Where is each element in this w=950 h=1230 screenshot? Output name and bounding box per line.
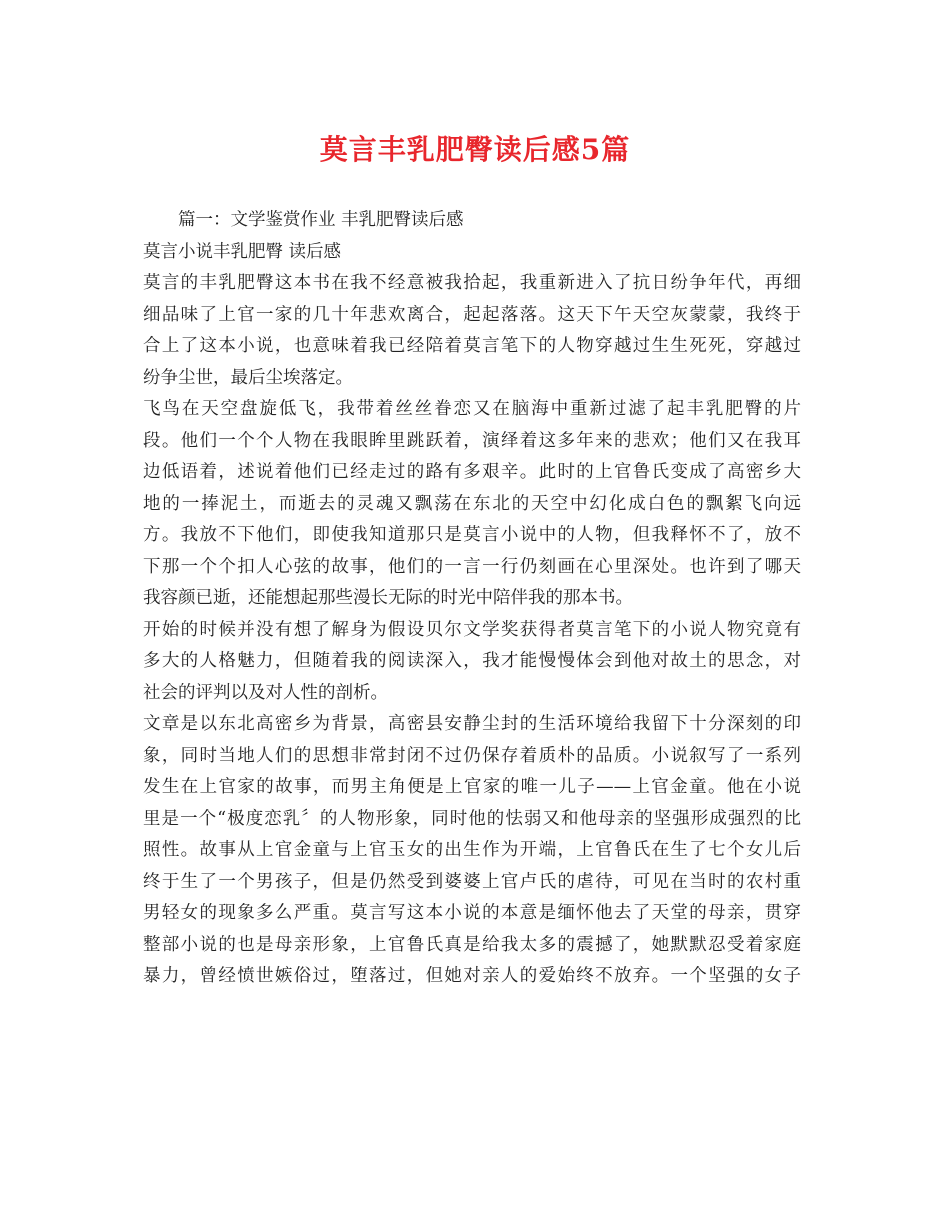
text-line: 里是一个“极度恋乳〞的人物形象，同时他的怯弱又和他母亲的坚强形成强烈的比 [143, 808, 801, 829]
text-line: 细品味了上官一家的几十年悲欢离合，起起落落。这天下午天空灰蒙蒙，我终于 [143, 304, 801, 325]
text-line: 社会的评判以及对人性的剖析。 [143, 682, 388, 703]
document-body [143, 205, 801, 993]
subheading-line: 莫言小说丰乳肥臀 读后感 [143, 241, 342, 262]
text-line: 莫言的丰乳肥臀这本书在我不经意被我拾起，我重新进入了抗日纷争年代，再细 [143, 273, 801, 293]
text-line: 终于生了一个男孩子，但是仍然受到婆婆上官卢氏的虐待，可见在当时的农村重 [143, 871, 801, 892]
document-title: 莫言丰乳肥臀读后感5篇 [319, 133, 631, 166]
text-line: 发生在上官家的故事，而男主角便是上官家的唯一儿子——上官金童。他在小说 [143, 777, 801, 797]
subtitle [143, 205, 801, 237]
text-line: 地的一捧泥土，而逝去的灵魂又飘荡在东北的天空中幻化成白色的飘絮飞向远 [143, 493, 801, 514]
text-line: 我容颜已逝，还能想起那些漫长无际的时光中陪伴我的那本书。 [143, 588, 633, 608]
text-line: 暴力，曾经愤世嫉俗过，堕落过，但她对亲人的爱始终不放弃。一个坚强的女子 [143, 966, 801, 986]
text-line: 段。他们一个个人物在我眼眸里跳跃着，演绎着这多年来的悲欢；他们又在我耳 [143, 430, 801, 451]
text-line: 纷争尘世，最后尘埃落定。 [143, 367, 353, 388]
text-line: 男轻女的现象多么严重。莫言写这本小说的本意是缅怀他去了天堂的母亲，贯穿 [143, 903, 801, 923]
text-line: 开始的时候并没有想了解身为假设贝尔文学奖获得者莫言笔下的小说人物究竟有 [143, 619, 801, 640]
subtitle-line: 篇一：文学鉴赏作业 丰乳肥臀读后感 [178, 210, 464, 230]
text-line: 文章是以东北高密乡为背景，高密县安静尘封的生活环境给我留下十分深刻的印 [143, 714, 801, 734]
text-line: 照性。故事从上官金童与上官玉女的出生作为开端，上官鲁氏在生了七个女儿后 [143, 840, 801, 860]
text-line: 边低语着，述说着他们已经走过的路有多艰辛。此时的上官鲁氏变成了高密乡大 [143, 462, 801, 482]
paragraph-2 [143, 394, 801, 615]
text-line: 方。我放不下他们，即使我知道那只是莫言小说中的人物，但我释怀不了，放不 [143, 525, 801, 545]
paragraph-1 [143, 268, 801, 394]
text-line: 整部小说的也是母亲形象，上官鲁氏真是给我太多的震撼了，她默默忍受着家庭 [143, 934, 801, 955]
subheading [143, 237, 801, 269]
text-line: 下那一个个扣人心弦的故事，他们的一言一行仍刻画在心里深处。也许到了哪天 [143, 556, 801, 577]
paragraph-4 [143, 709, 801, 993]
text-line: 合上了这本小说，也意味着我已经陪着莫言笔下的人物穿越过生生死死，穿越过 [143, 336, 801, 356]
text-line: 多大的人格魅力，但随着我的阅读深入，我才能慢慢体会到他对故土的思念，对 [143, 651, 801, 671]
paragraph-3 [143, 615, 801, 710]
text-line: 象，同时当地人们的思想非常封闭不过仍保存着质朴的品质。小说叙写了一系列 [143, 745, 801, 766]
text-line: 飞鸟在天空盘旋低飞，我带着丝丝眷恋又在脑海中重新过滤了起丰乳肥臀的片 [143, 399, 801, 419]
